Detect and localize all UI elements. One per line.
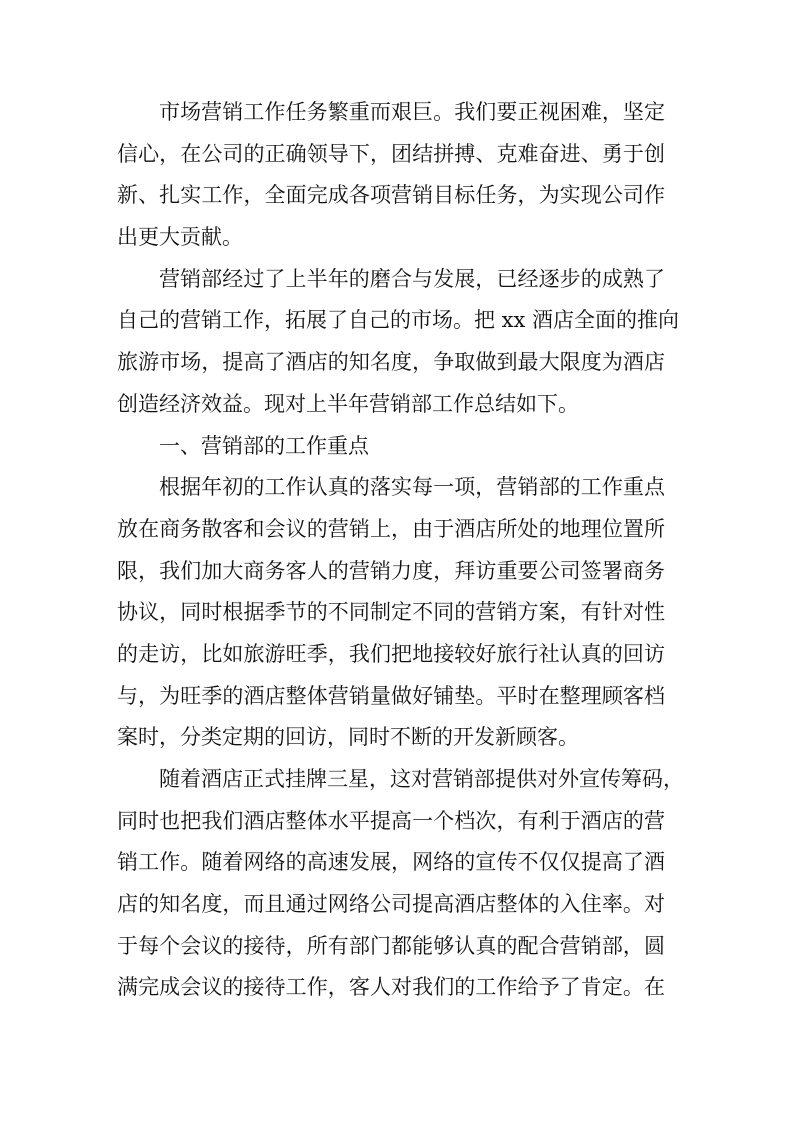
paragraph-line: 限，我们加大商务客人的营销力度，拜访重要公司签署商务: [117, 558, 665, 583]
paragraph-line: 放在商务散客和会议的营销上，由于酒店所处的地理位置所: [117, 516, 665, 541]
paragraph-line: 满完成会议的接待工作，客人对我们的工作给予了肯定。在: [117, 975, 665, 1000]
document-body: [117, 92, 684, 1009]
paragraph-line: 与，为旺季的酒店整体营销量做好铺垫。平时在整理顾客档: [117, 683, 665, 708]
paragraph-line: 旅游市场，提高了酒店的知名度，争取做到最大限度为酒店: [117, 350, 665, 375]
paragraph-line: 出更大贡献。: [117, 225, 243, 250]
paragraph-line: 销工作。随着网络的高速发展，网络的宣传不仅仅提高了酒: [117, 850, 665, 875]
paragraph-line: 于每个会议的接待，所有部门都能够认真的配合营销部，圆: [117, 933, 665, 958]
paragraph-summary: [117, 259, 680, 426]
paragraph-line: 信心，在公司的正确领导下，团结拼搏、克难奋进、勇于创: [117, 141, 665, 166]
paragraph-line: 协议，同时根据季节的不同制定不同的营销方案，有针对性: [117, 600, 665, 625]
section-heading-text: 一、营销部的工作重点: [159, 433, 369, 458]
paragraph-line: 店的知名度，而且通过网络公司提高酒店整体的入住率。对: [117, 892, 665, 917]
paragraph-line: 的走访，比如旅游旺季，我们把地接较好旅行社认真的回访: [117, 641, 665, 666]
paragraph-line: 自己的营销工作，拓展了自己的市场。把 xx 酒店全面的推向: [117, 308, 680, 333]
paragraph-line: 根据年初的工作认真的落实每一项，营销部的工作重点: [159, 475, 665, 500]
paragraph-work-focus: [117, 467, 665, 759]
paragraph-line: 市场营销工作任务繁重而艰巨。我们要正视困难，坚定: [159, 100, 665, 124]
paragraph-intro: [117, 92, 665, 259]
section-heading: [117, 426, 665, 468]
paragraph-hotel-rating: [117, 759, 684, 1009]
paragraph-line: 案时，分类定期的回访，同时不断的开发新顾客。: [117, 725, 579, 750]
paragraph-line: 同时也把我们酒店整体水平提高一个档次，有利于酒店的营: [117, 808, 665, 833]
paragraph-line: 随着酒店正式挂牌三星，这对营销部提供对外宣传筹码，: [159, 767, 684, 791]
paragraph-line: 新、扎实工作，全面完成各项营销目标任务，为实现公司作: [117, 183, 665, 208]
paragraph-line: 创造经济效益。现对上半年营销部工作总结如下。: [117, 391, 579, 416]
paragraph-line: 营销部经过了上半年的磨合与发展，已经逐步的成熟了: [159, 266, 665, 291]
